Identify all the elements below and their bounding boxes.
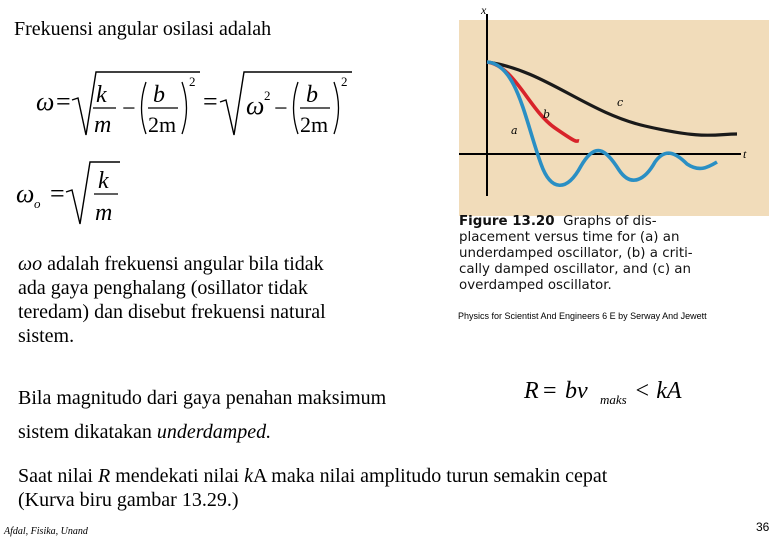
eq2-exp: 2 (264, 88, 271, 103)
eq2-exp: 2 (341, 74, 348, 89)
eq1-exp: 2 (189, 74, 196, 89)
curve-label-a: a (511, 124, 518, 137)
paragraph2-line-2 (18, 420, 271, 444)
p3-a: Saat nilai (18, 465, 98, 487)
eq2-rparen (334, 82, 339, 134)
eq1-b: b (153, 82, 165, 108)
p3-b: mendekati nilai (110, 465, 245, 487)
paragraph2-line-1: Bila magnitudo dari gaya penahan maksimum (18, 387, 387, 409)
eq1-k: k (96, 82, 107, 108)
eq3-m: m (95, 200, 113, 226)
caption-line-5: overdamped oscillator. (459, 278, 612, 293)
eq-R: R (524, 378, 539, 404)
curve-a-underdamped (487, 62, 717, 185)
eq1-minus: − (122, 96, 136, 122)
caption-line-2: placement versus time for (a) an (459, 230, 680, 245)
eq2-minus: − (274, 96, 288, 122)
eq2-lparen (294, 82, 299, 134)
curve-c-overdamped (487, 62, 737, 135)
paragraph1-line-1: adalah frekuensi angular bila tidak (42, 253, 324, 275)
axis-label-x: x (481, 3, 487, 17)
p3-c: A maka nilai amplitudo turun semakin cepat (252, 465, 608, 487)
eq1-equals: = (56, 87, 71, 116)
eq1-omega: ω (36, 87, 55, 116)
caption-line-3: underdamped oscillator, (b) a criti- (459, 246, 693, 261)
paragraph1-line-3: teredam) dan disebut frekuensi natural (18, 301, 326, 323)
eq3-equals: = (50, 179, 65, 208)
eq3-k: k (98, 168, 109, 194)
eq-R-equals: = (543, 378, 557, 404)
eq2-b: b (306, 82, 318, 108)
eq-bv: bv (565, 378, 588, 404)
eq1-m: m (94, 112, 112, 138)
curve-label-b: b (543, 108, 551, 121)
paragraph3 (18, 464, 778, 512)
caption-line-1: Graphs of dis- (563, 214, 657, 229)
page-number: 36 (756, 520, 770, 534)
eq2-equals: = (203, 87, 218, 116)
footer-author: Afdal, Fisika, Unand (4, 526, 88, 537)
damping-graph (455, 0, 780, 216)
curve-b-critical (487, 62, 579, 141)
omega-o-symbol: ωo (18, 253, 43, 275)
eq3-sub: o (34, 196, 41, 211)
paragraph2-prefix: sistem dikatakan (18, 421, 157, 443)
eq3-omega: ω (16, 179, 35, 208)
eq1-radical (72, 72, 200, 135)
figure-credit: Physics for Scientist And Engineers 6 E by Serway And Jewett (458, 311, 707, 321)
paragraph3-line-2: (Kurva biru gambar 13.29.) (18, 489, 239, 511)
caption-line-4: cally damped oscillator, and (c) an (459, 262, 692, 277)
p3-R: R (97, 465, 111, 487)
equation-resistive-force (520, 370, 710, 410)
eq-less-kA: < kA (634, 378, 682, 404)
figure-caption (459, 214, 779, 294)
axis-label-t: t (743, 147, 747, 161)
p3-k: k (244, 465, 253, 487)
eq1-lparen (142, 82, 147, 134)
eq1-rparen (182, 82, 187, 134)
equations-block (0, 60, 440, 230)
eq-maks: maks (600, 392, 627, 407)
paragraph1-line-2: ada gaya penghalang (osillator tidak (18, 277, 308, 299)
paragraph-natural-frequency (18, 252, 438, 348)
eq1-2m: 2m (148, 112, 177, 137)
figure-number: Figure 13.20 (459, 214, 555, 229)
eq2-omega: ω (246, 91, 265, 120)
paragraph1-line-4: sistem. (18, 325, 75, 347)
curve-label-c: c (617, 96, 624, 109)
eq2-2m: 2m (300, 112, 329, 137)
slide-heading: Frekuensi angular osilasi adalah (14, 18, 272, 40)
paragraph3-line-1 (18, 464, 778, 488)
underdamped-term: underdamped. (156, 421, 272, 443)
